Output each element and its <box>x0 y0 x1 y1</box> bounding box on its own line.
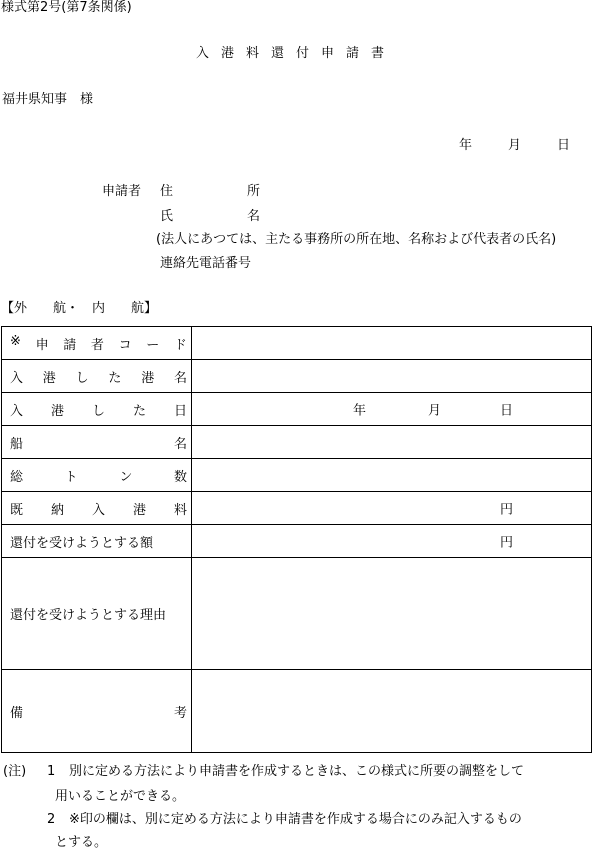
paid-fee-unit: 円 <box>500 502 514 518</box>
refund-amount-unit: 円 <box>500 535 514 551</box>
refund-reason-field[interactable] <box>192 558 592 670</box>
remarks-field[interactable] <box>192 670 592 753</box>
date-day: 日 <box>556 138 570 153</box>
entry-date-year: 年 <box>353 403 367 419</box>
address-label-end: 所 <box>247 184 261 199</box>
row-label-ship-name: 船 名 <box>2 426 192 459</box>
ship-name-field[interactable] <box>192 426 592 459</box>
title-char: 付 <box>296 46 322 61</box>
table-row <box>2 670 592 753</box>
table-row <box>2 525 592 558</box>
row-label-gross-tonnage: 総 ト ン 数 <box>2 459 192 492</box>
date-year: 年 <box>458 138 472 153</box>
date-line <box>459 138 570 154</box>
entry-date-month: 月 <box>428 403 442 419</box>
corporate-note: (法人にあつては、主たる事務所の所在地、名称および代表者の氏名) <box>156 232 557 247</box>
entry-date-day: 日 <box>500 403 514 419</box>
row-label-applicant-code: ※ 申 請 者 コ ー ド <box>2 327 192 360</box>
title-char: 入 <box>195 46 221 61</box>
note1-number: 1 <box>47 764 56 779</box>
entry-date-field[interactable] <box>192 393 592 426</box>
addressee: 福井県知事 様 <box>2 92 94 107</box>
table-row <box>2 558 592 670</box>
address-label-start: 住 <box>160 184 174 199</box>
table-row <box>2 327 592 360</box>
name-label-end: 名 <box>247 209 261 224</box>
applicant-code-field[interactable] <box>192 327 592 360</box>
gross-tonnage-field[interactable] <box>192 459 592 492</box>
paid-fee-field[interactable] <box>192 492 592 525</box>
applicant-label: 申請者 <box>102 184 142 199</box>
row-label-refund-reason: 還付を受けようとする理由 <box>2 558 192 670</box>
note2-number: 2 <box>47 812 56 827</box>
row-label-remarks: 備 考 <box>2 670 192 753</box>
form-number: 様式第2号(第7条関係) <box>1 0 132 15</box>
refund-amount-field[interactable] <box>192 525 592 558</box>
document-title <box>0 46 592 62</box>
application-table <box>1 326 592 753</box>
date-month: 月 <box>507 138 521 153</box>
port-name-field[interactable] <box>192 360 592 393</box>
row-label-entry-date: 入 港 し た 日 <box>2 393 192 426</box>
row-label-refund-amount: 還付を受けようとする額 <box>2 525 192 558</box>
title-char: 申 <box>321 46 347 61</box>
table-row <box>2 426 592 459</box>
title-char: 料 <box>245 46 271 61</box>
title-char: 書 <box>371 46 397 61</box>
table-row <box>2 492 592 525</box>
table-row <box>2 459 592 492</box>
title-char: 還 <box>270 46 296 61</box>
row-label-paid-fee: 既 納 入 港 料 <box>2 492 192 525</box>
note2-line1: ※印の欄は、別に定める方法により申請書を作成する場合にのみ記入するもの <box>69 812 522 827</box>
row-label-port-name: 入 港 し た 港 名 <box>2 360 192 393</box>
table-row <box>2 360 592 393</box>
name-label-start: 氏 <box>160 209 174 224</box>
phone-label: 連絡先電話番号 <box>160 256 252 271</box>
section-title: 【外 航・ 内 航】 <box>1 301 158 316</box>
note2-line2: とする。 <box>55 835 108 850</box>
title-char: 港 <box>220 46 246 61</box>
note1-line2: 用いることができる。 <box>55 789 186 804</box>
notes-prefix: (注) <box>3 764 27 779</box>
title-char: 請 <box>346 46 372 61</box>
note1-line1: 別に定める方法により申請書を作成するときは、この様式に所要の調整をして <box>69 764 525 779</box>
table-row <box>2 393 592 426</box>
